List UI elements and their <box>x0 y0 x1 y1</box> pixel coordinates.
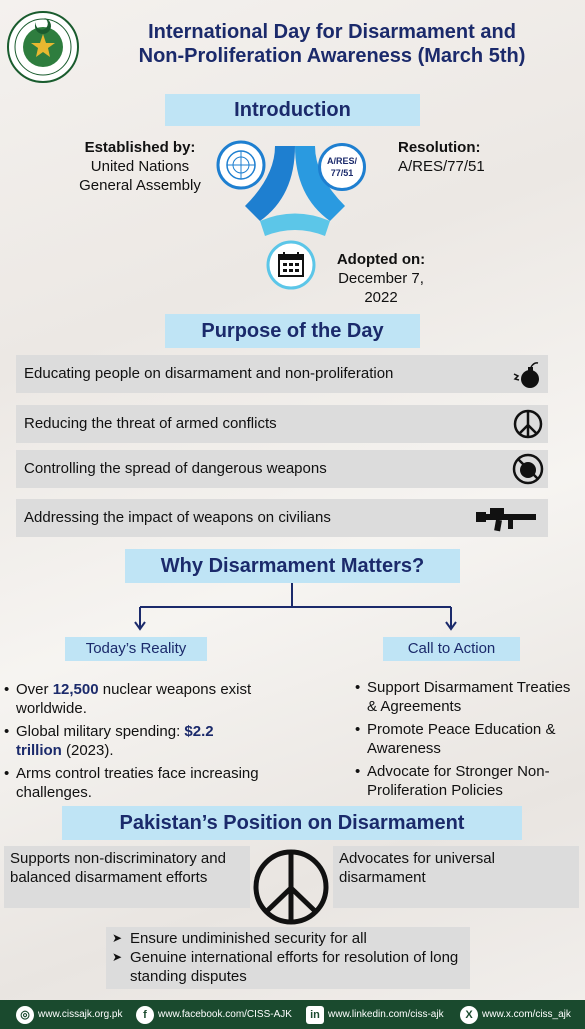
list-item: • Promote Peace Education & Awareness <box>355 720 580 758</box>
list-item: • Global military spending: $2.2 trillion (2023). <box>4 722 259 760</box>
page-title: International Day for Disarmament and Non-Proliferation Awareness (March 5th) <box>138 21 526 67</box>
action-heading: Call to Action <box>383 637 520 661</box>
list-item: • Advocate for Stronger Non-Proliferation Policies <box>355 762 580 800</box>
purpose-item <box>16 499 548 537</box>
bomb-icon <box>512 358 544 390</box>
list-item: • Arms control treaties face increasing challenges. <box>4 764 259 802</box>
linkedin-icon: in <box>306 1006 324 1024</box>
badge-line-2: 77/51 <box>330 168 354 178</box>
adopted-block <box>322 250 440 307</box>
action-list <box>355 678 580 804</box>
badge-line-1: A/RES/ <box>326 156 357 166</box>
established-block <box>56 138 224 195</box>
calendar-icon <box>266 240 316 290</box>
purpose-heading: Purpose of the Day <box>165 314 420 348</box>
resolution-value: A/RES/77/51 <box>398 158 485 175</box>
peace-symbol-icon <box>252 848 330 926</box>
pakistan-right-box: Advocates for universal disarmament <box>333 846 579 908</box>
purpose-item <box>16 355 548 393</box>
x-icon: X <box>460 1006 478 1024</box>
rifle-icon <box>474 502 544 534</box>
ciss-logo <box>6 10 80 84</box>
globe-icon: ◎ <box>16 1006 34 1024</box>
established-value-2: General Assembly <box>79 177 201 194</box>
purpose-item-label: Controlling the spread of dangerous weapons <box>24 460 327 477</box>
list-item: • Support Disarmament Treaties & Agreements <box>355 678 580 716</box>
list-item: ➤ Ensure undiminished security for all <box>112 930 367 947</box>
list-item: ➤ Genuine international efforts for resolution of long standing disputes <box>112 949 459 985</box>
purpose-item-label: Reducing the threat of armed conflicts <box>24 415 277 432</box>
adopted-label: Adopted on: <box>336 251 426 268</box>
introduction-heading: Introduction <box>165 94 420 126</box>
established-label: Established by: <box>84 139 196 156</box>
footer-website-link[interactable]: ◎ www.cissajk.org.pk <box>16 1000 122 1029</box>
pakistan-left-box: Supports non-discriminatory and balanced disarmament efforts <box>4 846 250 908</box>
adopted-value-1: December 7, <box>338 270 424 287</box>
why-heading: Why Disarmament Matters? <box>125 549 460 583</box>
purpose-item <box>16 450 548 488</box>
resolution-block <box>398 138 508 176</box>
reality-heading: Today’s Reality <box>65 637 207 661</box>
established-value-1: United Nations <box>90 158 190 175</box>
purpose-item-label: Addressing the impact of weapons on civilians <box>24 509 331 526</box>
footer-linkedin-link[interactable]: in www.linkedin.com/ciss-ajk <box>306 1000 444 1029</box>
no-bomb-icon <box>512 453 544 485</box>
chevron-right-icon: ➤ <box>112 931 123 945</box>
un-emblem-icon <box>216 140 266 190</box>
list-item: • Over 12,500 nuclear weapons exist worldwide. <box>4 680 259 718</box>
purpose-item <box>16 405 548 443</box>
chevron-right-icon: ➤ <box>112 950 123 964</box>
adopted-value-2: 2022 <box>364 289 398 306</box>
facebook-icon: f <box>136 1006 154 1024</box>
footer <box>0 1000 585 1029</box>
peace-icon <box>512 408 544 440</box>
footer-x-link[interactable]: X www.x.com/ciss_ajk <box>460 1000 571 1029</box>
pakistan-points <box>106 927 470 989</box>
footer-facebook-link[interactable]: f www.facebook.com/CISS-AJK <box>136 1000 292 1029</box>
resolution-badge <box>318 143 366 191</box>
reality-list <box>4 680 259 806</box>
branch-connector <box>125 583 465 633</box>
purpose-item-label: Educating people on disarmament and non-proliferation <box>24 365 394 382</box>
pakistan-heading: Pakistan’s Position on Disarmament <box>62 806 522 840</box>
resolution-label: Resolution: <box>398 139 481 156</box>
